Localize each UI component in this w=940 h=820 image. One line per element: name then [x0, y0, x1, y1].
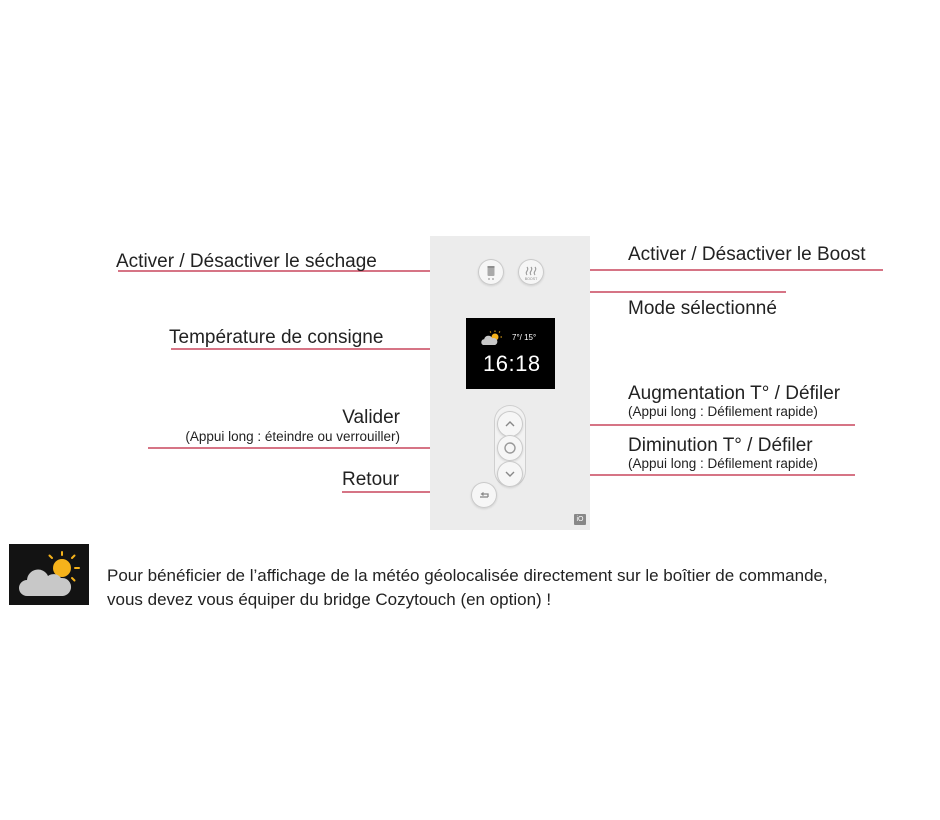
- label-retour: Retour: [342, 469, 400, 490]
- label-valider-sub: (Appui long : éteindre ou verrouiller): [185, 429, 400, 444]
- cloud-sun-icon: [9, 544, 89, 605]
- weather-badge: [9, 544, 89, 605]
- label-valider: Valider: [342, 407, 400, 428]
- ok-circle-icon: [497, 435, 523, 461]
- screen-temperature: 7°/ 15°: [512, 333, 537, 342]
- label-augmentation: Augmentation T° / Défiler: [628, 383, 841, 404]
- weather-icon: [479, 329, 505, 349]
- return-arrow-icon: [471, 482, 497, 508]
- label-consigne: Température de consigne: [169, 327, 384, 348]
- back-button[interactable]: [471, 482, 497, 508]
- label-sechage: Activer / Désactiver le séchage: [116, 251, 377, 272]
- label-diminution: Diminution T° / Défiler: [628, 435, 813, 456]
- towel-icon: [478, 259, 504, 285]
- drying-button[interactable]: [478, 259, 504, 285]
- boost-text: BOOST: [524, 277, 538, 281]
- chevron-down-icon: [497, 461, 523, 487]
- increase-button[interactable]: [497, 411, 523, 437]
- chevron-up-icon: [497, 411, 523, 437]
- validate-button[interactable]: [497, 435, 523, 461]
- note-line-1: Pour bénéficier de l’affichage de la météo géolocalisée directement sur le boîtier de commande,: [107, 566, 828, 585]
- label-augmentation-sub: (Appui long : Défilement rapide): [628, 404, 818, 419]
- screen-time: 16:18: [483, 351, 541, 376]
- label-diminution-sub: (Appui long : Défilement rapide): [628, 456, 818, 471]
- heat-waves-icon: [518, 259, 544, 285]
- decrease-button[interactable]: [497, 461, 523, 487]
- note-line-2: vous devez vous équiper du bridge Cozytouch (en option) !: [107, 590, 552, 609]
- boost-button[interactable]: [518, 259, 544, 285]
- label-boost: Activer / Désactiver le Boost: [628, 244, 866, 265]
- brand-logo: iO: [574, 514, 586, 525]
- label-mode: Mode sélectionné: [628, 298, 777, 319]
